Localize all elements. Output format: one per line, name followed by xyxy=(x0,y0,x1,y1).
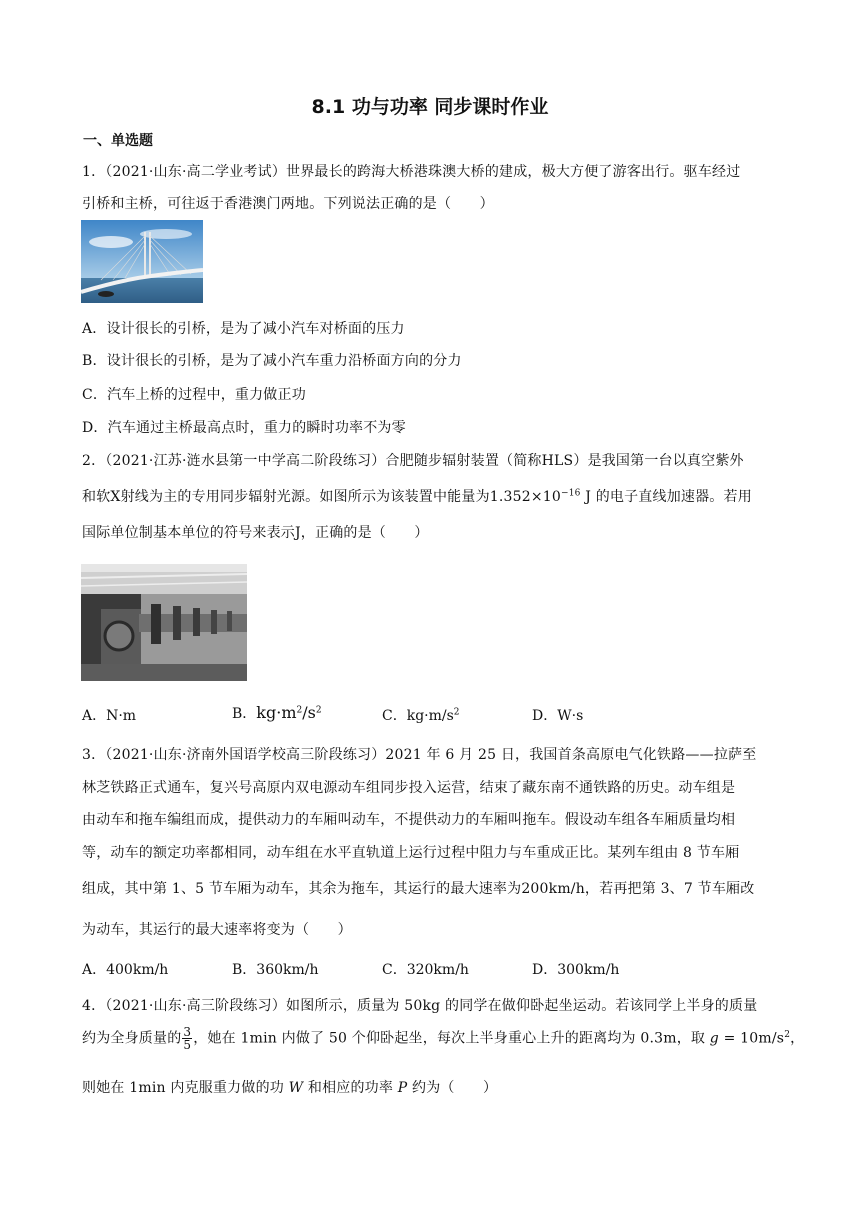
q3-stem-line5: 组成，其中第 1、5 节车厢为动车，其余为拖车，其运行的最大速率为200km/h，若再把第 3、7 节车厢改 xyxy=(82,881,755,897)
q1-stem-line2: 引桥和主桥，可往返于香港澳门两地。下列说法正确的是（ ） xyxy=(82,196,494,212)
q3-stem-line4: 等，动车的额定功率都相同，动车组在水平直轨道上运行过程中阻力与车重成正比。某列车组由 8 节车厢 xyxy=(82,845,740,861)
q1-option-c: C．汽车上桥的过程中，重力做正功 xyxy=(82,387,306,403)
q3-stem-line6: 为动车，其运行的最大速率将变为（ ） xyxy=(82,922,352,938)
q2-option-b: B．$kg\cdot m^2/s^2$ xyxy=(232,703,322,722)
page-title: 8.1 功与功率 同步课时作业 xyxy=(311,96,549,118)
q3-option-c: C．320km/h xyxy=(382,962,469,978)
section-heading: 一、单选题 xyxy=(83,133,153,149)
q2-option-d: D．W·s xyxy=(532,708,584,724)
q3-option-b: B．360km/h xyxy=(232,962,319,978)
q1-stem-line1: 1．（2021·山东·高二学业考试）世界最长的跨海大桥港珠澳大桥的建成，极大方便了游客出行。驱车经过 xyxy=(82,164,741,180)
q2-option-a: A．N·m xyxy=(82,708,137,724)
q2-option-c: C．$kg\cdot m/s^2$ xyxy=(382,707,460,724)
q4-stem-line3: 则她在 1min 内克服重力做的功 W 和相应的功率 P 约为（ ） xyxy=(82,1080,498,1096)
q3-option-d: D．300km/h xyxy=(532,962,620,978)
q3-option-a: A．400km/h xyxy=(82,962,169,978)
q4-stem-line1: 4．（2021·山东·高三阶段练习）如图所示，质量为 50kg 的同学在做仰卧起坐运动。若该同学上半身的质量 xyxy=(82,998,758,1014)
q3-stem-line3: 由动车和拖车编组而成，提供动力的车厢叫动车，不提供动力的车厢叫拖车。假设动车组各车厢质量均相 xyxy=(82,812,736,828)
fraction-three-fifths: $\frac{3}{5}$ xyxy=(183,1025,192,1052)
q1-option-b: B．设计很长的引桥，是为了减小汽车重力沿桥面方向的分力 xyxy=(82,353,462,369)
q2-stem-line2: 和软X射线为主的专用同步辐射光源。如图所示为该装置中能量为$1.352\times 10^{-16}$ J 的电子直线加速器。若用 xyxy=(82,488,752,505)
bridge-photo xyxy=(81,220,203,303)
q4-stem-line2: 约为全身质量的 $\frac{3}{5}$ ，她在 1min 内做了 50 个仰卧起坐，每次上半身重心上升的距离均为 0.3m，取 $g = 10m/s^2$， xyxy=(82,1025,805,1052)
q2-stem-line1: 2．（2021·江苏·涟水县第一中学高二阶段练习）合肥随步辐射装置（简称HLS）是我国第一台以真空紫外 xyxy=(82,453,744,469)
q1-option-a: A．设计很长的引桥，是为了减小汽车对桥面的压力 xyxy=(82,321,405,337)
q1-option-d: D．汽车通过主桥最高点时，重力的瞬时功率不为零 xyxy=(82,420,406,436)
accelerator-photo xyxy=(81,564,247,681)
q2-stem-line3: 国际单位制基本单位的符号来表示J，正确的是（ ） xyxy=(82,525,429,541)
q3-stem-line1: 3．（2021·山东·济南外国语学校高三阶段练习）2021 年 6 月 25 日，我国首条高原电气化铁路——拉萨至 xyxy=(82,747,757,763)
q3-stem-line2: 林芝铁路正式通车，复兴号高原内双电源动车组同步投入运营，结束了藏东南不通铁路的历史。动车组是 xyxy=(82,780,736,796)
